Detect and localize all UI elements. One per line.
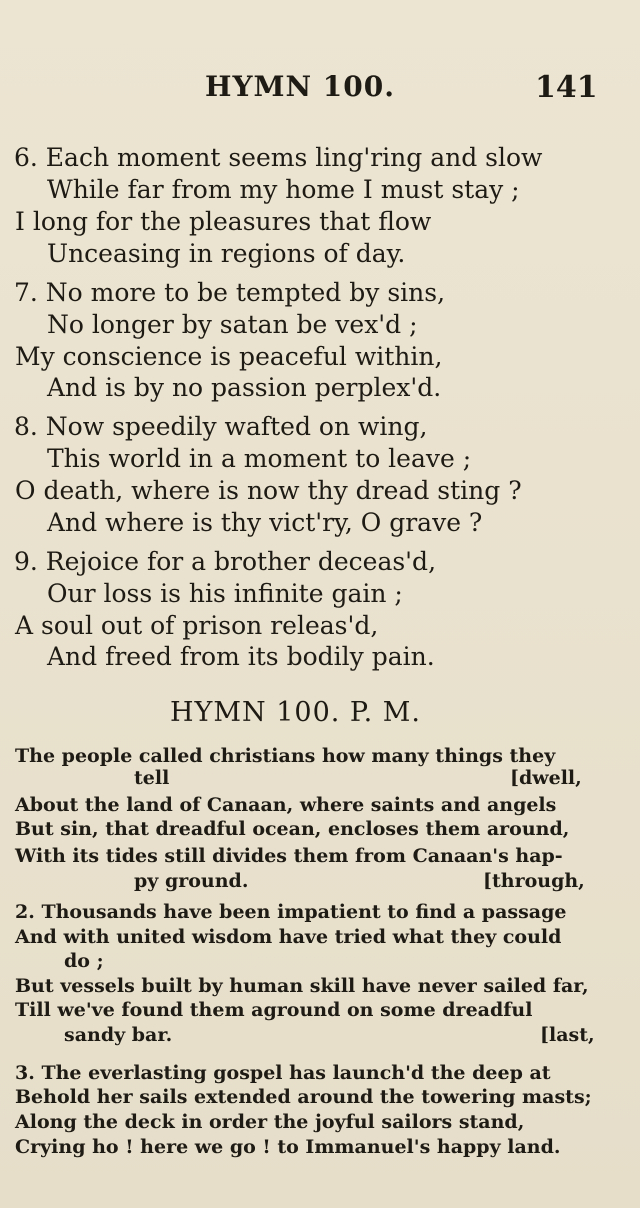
prose-line: Behold her sails extended around the towering masts; — [15, 1086, 592, 1108]
running-header — [0, 70, 640, 110]
prose-line: But sin, that dreadful ocean, encloses them around, — [15, 818, 570, 840]
hymn-2-title: HYMN 100. P. M. — [170, 697, 422, 728]
prose-line: tell — [134, 767, 170, 789]
prose-line: do ; — [64, 950, 104, 972]
prose-line: And with united wisdom have tried what they could — [15, 926, 562, 948]
prose-line: The people called christians how many things they — [15, 745, 556, 767]
verse-line: 9. Rejoice for a brother deceas'd, — [14, 547, 437, 576]
verse-line: While far from my home I must stay ; — [47, 175, 520, 204]
verse-line: And is by no passion perplex'd. — [47, 373, 442, 402]
prose-line: About the land of Canaan, where saints and angels — [15, 794, 557, 816]
prose-line: [dwell, — [510, 767, 582, 789]
verse-line: Unceasing in regions of day. — [47, 239, 406, 268]
page-number: 141 — [535, 70, 598, 105]
verse-line: My conscience is peaceful within, — [15, 342, 443, 371]
verse-line: 6. Each moment seems ling'ring and slow — [14, 143, 543, 172]
verse-line: And freed from its bodily pain. — [47, 642, 435, 671]
prose-line: 3. The everlasting gospel has launch'd the deep at — [15, 1062, 551, 1084]
prose-line: Along the deck in order the joyful sailors stand, — [15, 1111, 525, 1133]
verse-line: 8. Now speedily wafted on wing, — [14, 412, 428, 441]
prose-line: Crying ho ! here we go ! to Immanuel's happy land. — [15, 1136, 561, 1158]
prose-line: With its tides still divides them from Canaan's hap- — [15, 845, 563, 867]
prose-line: py ground. — [134, 870, 249, 892]
prose-line: Till we've found them aground on some dreadful — [15, 999, 533, 1021]
verse-line: 7. No more to be tempted by sins, — [14, 278, 446, 307]
prose-line: [through, — [483, 870, 585, 892]
verse-line: And where is thy vict'ry, O grave ? — [47, 508, 483, 537]
running-title: HYMN 100. — [205, 70, 395, 103]
prose-line: 2. Thousands have been impatient to find a passage — [15, 901, 567, 923]
verse-line: This world in a moment to leave ; — [47, 444, 472, 473]
verse-line: Our loss is his infinite gain ; — [47, 579, 403, 608]
verse-line: No longer by satan be vex'd ; — [47, 310, 418, 339]
verse-line: I long for the pleasures that flow — [15, 207, 432, 236]
prose-line: sandy bar. — [64, 1024, 173, 1046]
verse-line: O death, where is now thy dread sting ? — [15, 476, 522, 505]
prose-line: But vessels built by human skill have never sailed far, — [15, 975, 589, 997]
verse-line: A soul out of prison releas'd, — [15, 611, 379, 640]
prose-line: [last, — [540, 1024, 595, 1046]
